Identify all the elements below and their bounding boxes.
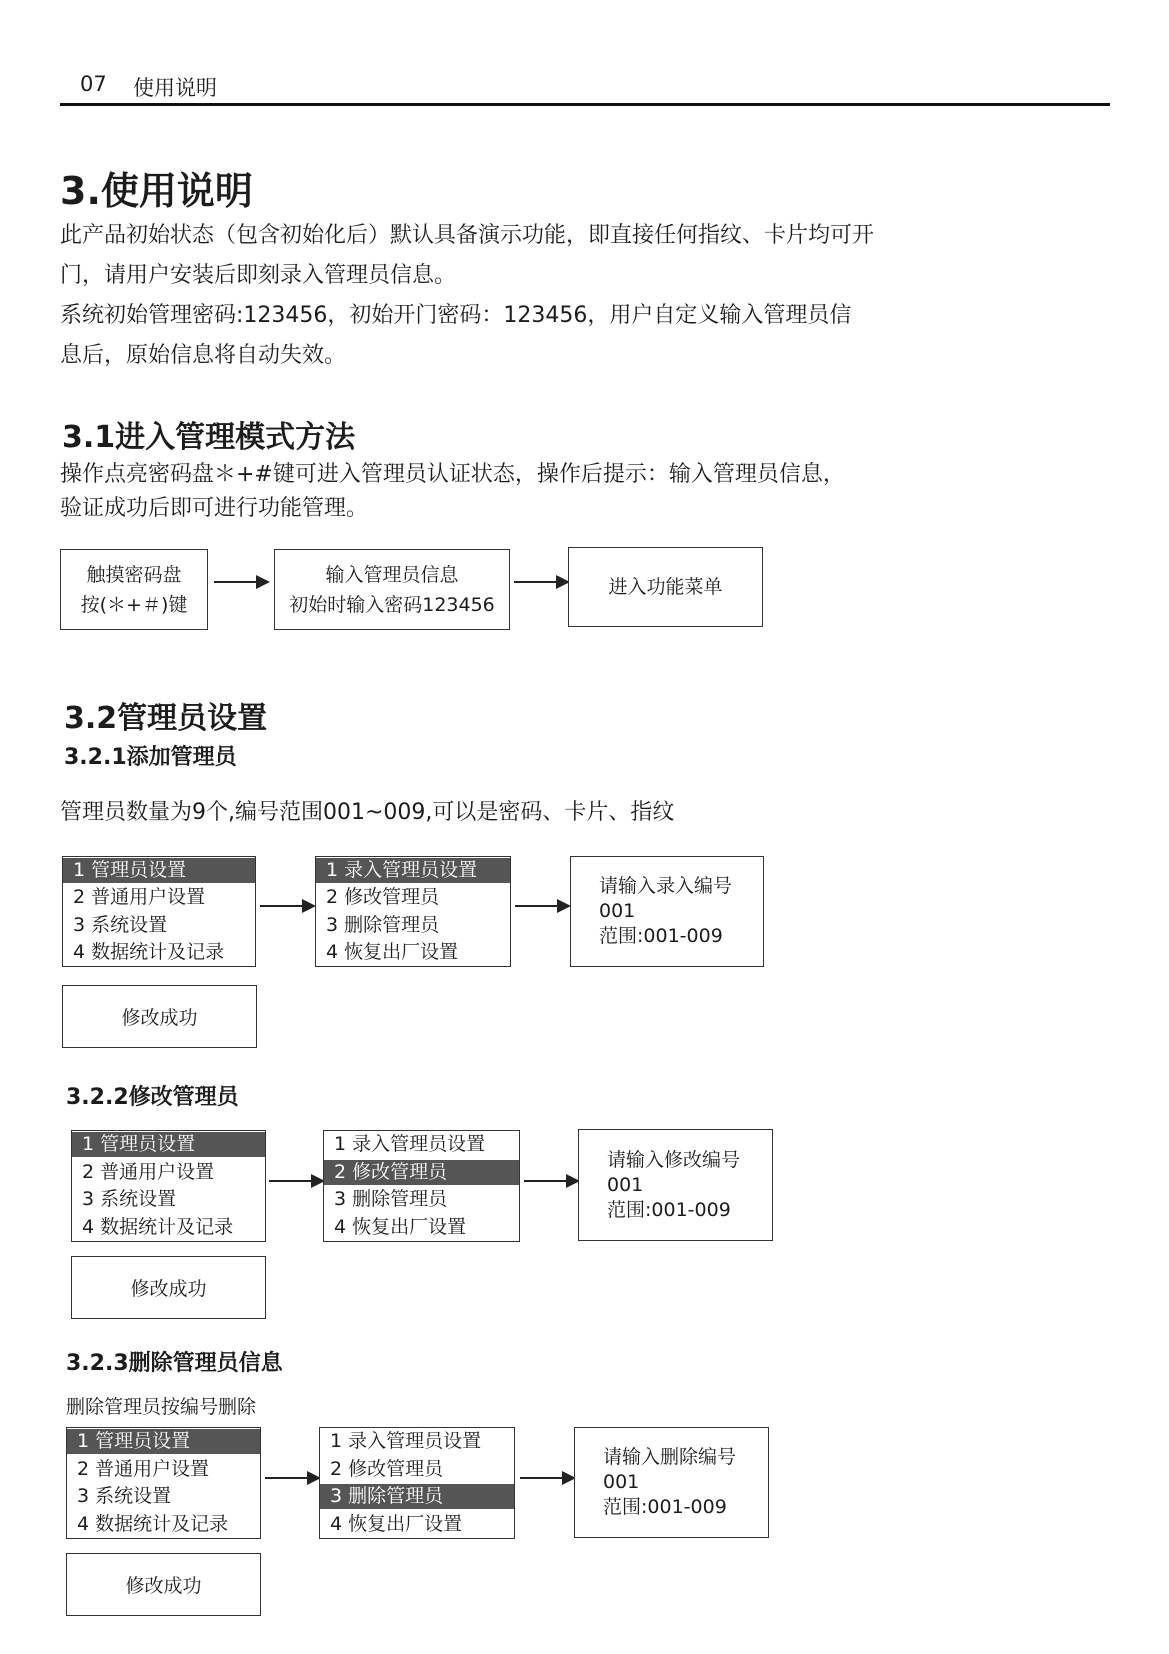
prompt-line: 001 <box>603 1471 640 1493</box>
menu-item-modify-admin[interactable]: 2 修改管理员 <box>324 1160 519 1185</box>
section-3-2-2-title: 3.2.2修改管理员 <box>66 1085 239 1110</box>
menu-item-user-settings[interactable]: 2 普通用户设置 <box>77 1457 210 1480</box>
menu-item-delete-admin[interactable]: 3 删除管理员 <box>334 1188 448 1211</box>
success-message-modify: 修改成功 <box>71 1256 266 1319</box>
flow-step-line: 进入功能菜单 <box>608 576 723 598</box>
menu-item-data-records[interactable]: 4 数据统计及记录 <box>82 1215 234 1238</box>
menu-item-factory-reset[interactable]: 4 恢复出厂设置 <box>334 1215 467 1238</box>
main-menu-modify <box>71 1130 266 1242</box>
menu-item-delete-admin[interactable]: 3 删除管理员 <box>320 1484 514 1509</box>
menu-item-factory-reset[interactable]: 4 恢复出厂设置 <box>330 1512 463 1535</box>
header-section-title: 使用说明 <box>133 76 217 100</box>
menu-item-admin-settings[interactable]: 1 管理员设置 <box>72 1132 265 1157</box>
menu-item-data-records[interactable]: 4 数据统计及记录 <box>77 1512 229 1535</box>
intro-paragraph <box>60 216 1060 376</box>
admin-menu-delete <box>319 1427 515 1539</box>
section-3-2-1-desc: 管理员数量为9个,编号范围001~009,可以是密码、卡片、指纹 <box>60 800 675 825</box>
prompt-modify-number <box>578 1129 773 1241</box>
prompt-delete-number <box>574 1427 769 1538</box>
section-3-1-line: 验证成功后即可进行功能管理。 <box>60 496 369 521</box>
prompt-enroll-number <box>570 856 764 967</box>
prompt-line: 001 <box>607 1173 644 1196</box>
flow-step-touch-keypad <box>60 549 208 630</box>
section-3-2-3-desc: 删除管理员按编号删除 <box>66 1396 257 1418</box>
section-3-1-text <box>60 458 1060 526</box>
arrow-add-1 <box>258 898 318 914</box>
main-menu-delete <box>66 1427 261 1539</box>
section-3-1-line: 操作点亮密码盘＊+#键可进入管理员认证状态，操作后提示：输入管理员信息， <box>60 462 845 487</box>
section-3-2-3-title: 3.2.3删除管理员信息 <box>66 1351 283 1376</box>
intro-line: 此产品初始状态（包含初始化后）默认具备演示功能，即直接任何指纹、卡片均可开 <box>60 223 875 248</box>
admin-menu-add <box>315 856 511 967</box>
menu-item-modify-admin[interactable]: 2 修改管理员 <box>330 1457 444 1480</box>
arrow-add-2 <box>513 898 573 914</box>
prompt-line: 范围:001-009 <box>607 1198 731 1221</box>
menu-item-admin-settings[interactable]: 1 管理员设置 <box>67 1429 260 1454</box>
flow-arrow-1 <box>212 574 272 590</box>
menu-item-enroll-admin[interactable]: 1 录入管理员设置 <box>334 1133 486 1155</box>
prompt-line: 请输入录入编号 <box>599 875 733 897</box>
main-menu-add <box>62 856 256 967</box>
intro-line: 息后，原始信息将自动失效。 <box>60 343 347 368</box>
menu-item-system-settings[interactable]: 3 系统设置 <box>77 1485 172 1508</box>
header-divider <box>60 103 1110 106</box>
menu-item-admin-settings[interactable]: 1 管理员设置 <box>63 858 255 883</box>
menu-item-enroll-admin[interactable]: 1 录入管理员设置 <box>316 858 510 883</box>
section-3-2-1-title: 3.2.1添加管理员 <box>64 745 237 770</box>
prompt-line: 001 <box>599 900 636 922</box>
section-3-1-title: 3.1进入管理模式方法 <box>62 420 356 455</box>
flow-step-line: 按(＊+＃)键 <box>80 593 188 616</box>
arrow-modify-1 <box>267 1173 327 1189</box>
page-title: 3.使用说明 <box>60 169 253 213</box>
flow-step-enter-function-menu <box>568 547 763 627</box>
flow-step-enter-admin-info <box>274 549 510 630</box>
flow-step-line: 触摸密码盘 <box>86 563 182 586</box>
arrow-delete-1 <box>263 1470 323 1486</box>
menu-item-factory-reset[interactable]: 4 恢复出厂设置 <box>326 940 459 963</box>
menu-item-user-settings[interactable]: 2 普通用户设置 <box>73 886 206 909</box>
success-message-add: 修改成功 <box>62 985 257 1048</box>
menu-item-system-settings[interactable]: 3 系统设置 <box>73 913 168 936</box>
flow-arrow-2 <box>512 574 572 590</box>
prompt-line: 范围:001-009 <box>603 1496 727 1518</box>
page-number: 07 <box>80 72 107 96</box>
intro-line: 门，请用户安装后即刻录入管理员信息。 <box>60 263 457 288</box>
menu-item-system-settings[interactable]: 3 系统设置 <box>82 1188 177 1211</box>
arrow-delete-2 <box>518 1470 578 1486</box>
prompt-line: 请输入删除编号 <box>603 1446 737 1468</box>
flow-step-line: 初始时输入密码123456 <box>289 593 495 616</box>
intro-line: 系统初始管理密码:123456，初始开门密码：123456，用户自定义输入管理员信 <box>60 303 852 328</box>
arrow-modify-2 <box>522 1173 582 1189</box>
menu-item-enroll-admin[interactable]: 1 录入管理员设置 <box>330 1430 482 1452</box>
section-3-2-title: 3.2管理员设置 <box>64 701 268 736</box>
success-message-delete: 修改成功 <box>66 1553 261 1616</box>
flow-step-line: 输入管理员信息 <box>325 563 459 586</box>
menu-item-data-records[interactable]: 4 数据统计及记录 <box>73 940 225 963</box>
prompt-line: 范围:001-009 <box>599 925 723 947</box>
menu-item-delete-admin[interactable]: 3 删除管理员 <box>326 913 440 936</box>
admin-menu-modify <box>323 1130 520 1242</box>
menu-item-user-settings[interactable]: 2 普通用户设置 <box>82 1160 215 1183</box>
prompt-line: 请输入修改编号 <box>607 1148 741 1171</box>
menu-item-modify-admin[interactable]: 2 修改管理员 <box>326 886 440 909</box>
